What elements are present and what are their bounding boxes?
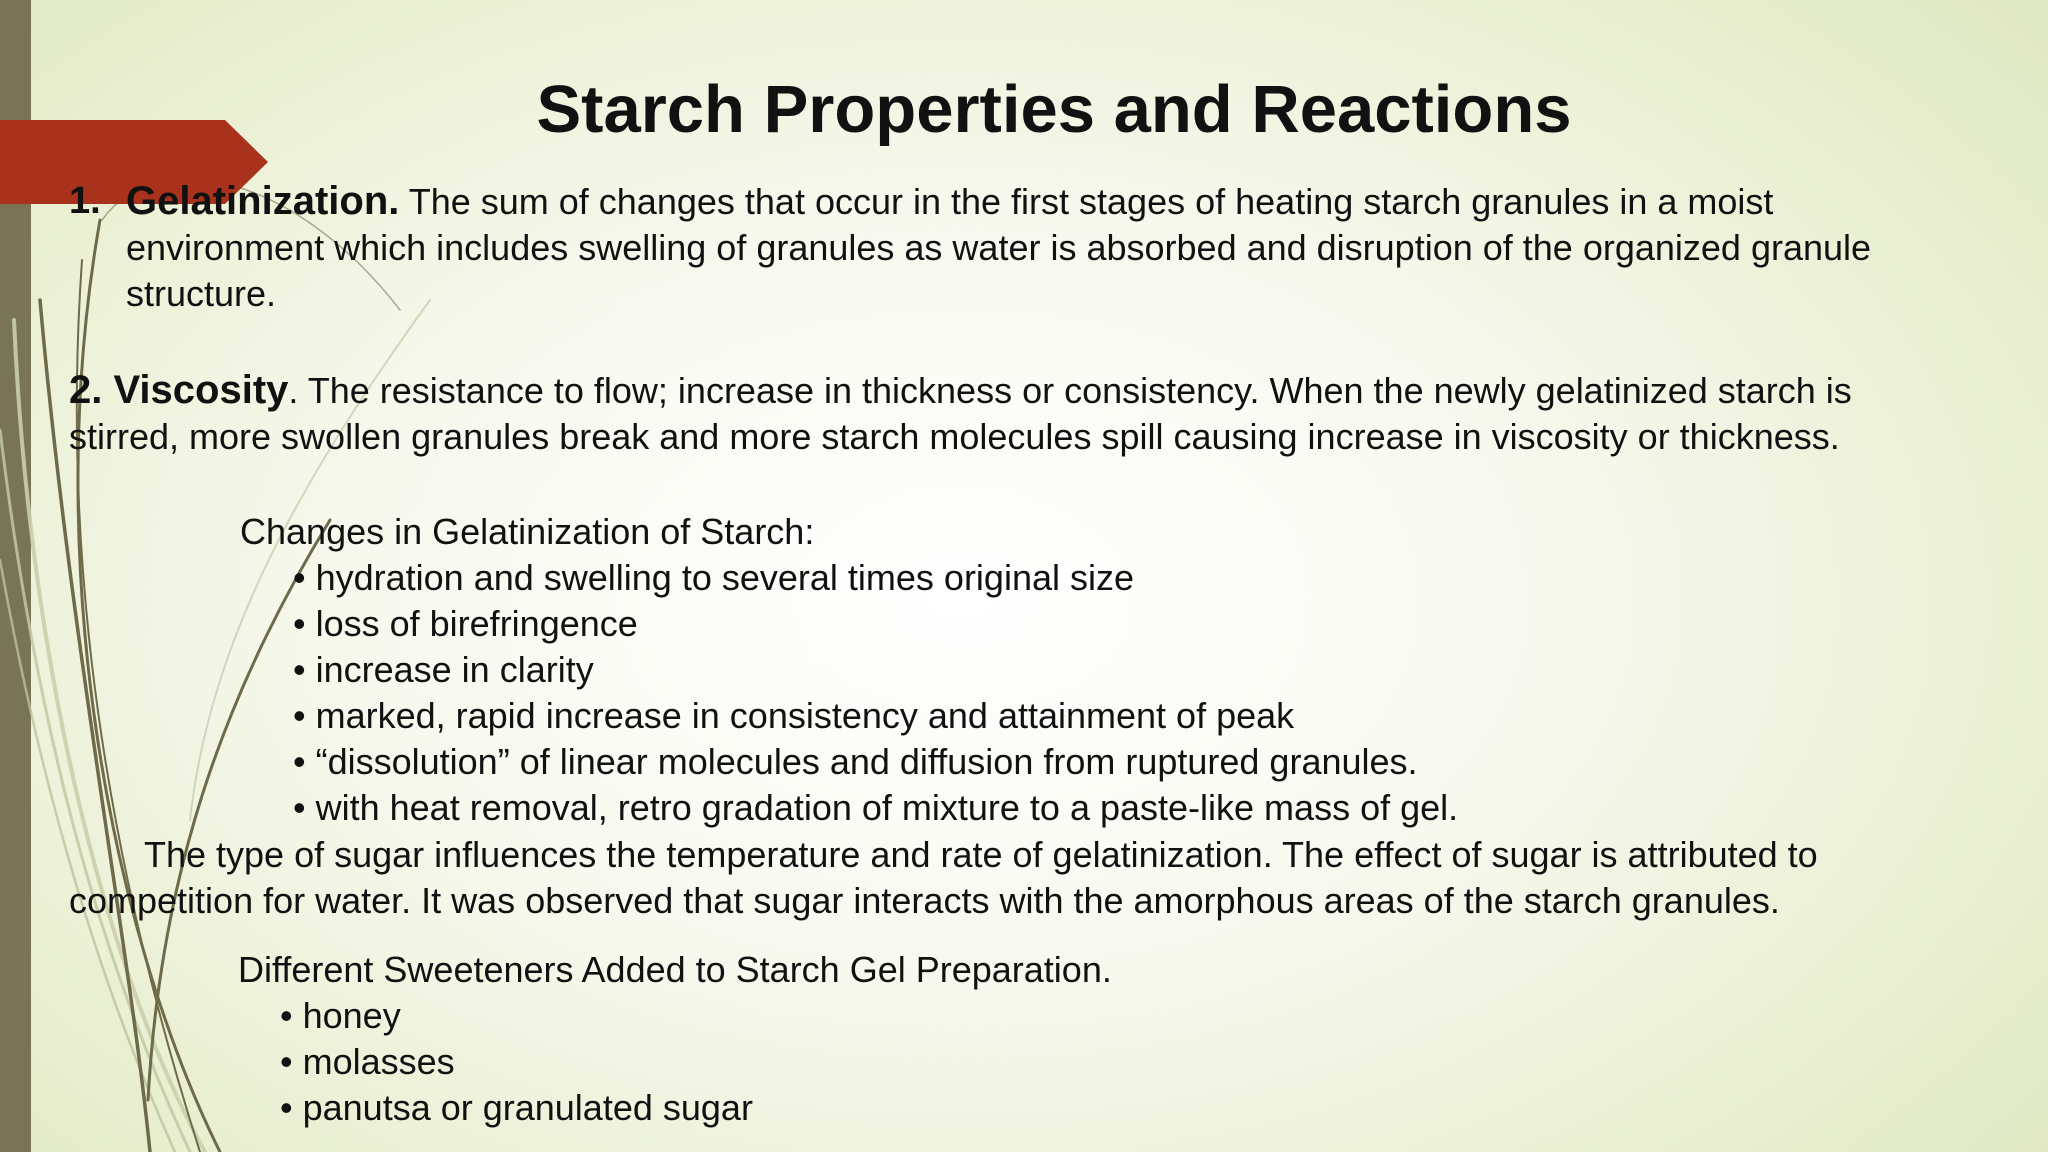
gelatinization-text — [126, 178, 1956, 317]
changes-list — [293, 555, 1458, 831]
list-item: • marked, rapid increase in consistency and attainment of peak — [293, 693, 1458, 739]
page-title: Starch Properties and Reactions — [536, 72, 1572, 147]
gelatinization-term: Gelatinization. — [126, 179, 400, 223]
viscosity-point — [69, 367, 1969, 460]
list-item: • with heat removal, retro gradation of mixture to a paste-like mass of gel. — [293, 785, 1458, 831]
list-item: • hydration and swelling to several times original size — [293, 555, 1458, 601]
point-number: 1. — [69, 180, 101, 222]
changes-heading: Changes in Gelatinization of Starch: — [240, 511, 815, 552]
viscosity-definition: . The resistance to flow; increase in thickness or consistency. When the newly gelatinized starch is stirred, more swollen granules break and more starch molecules spill causing increase in viscosity or thickness. — [69, 370, 1852, 457]
list-item: • increase in clarity — [293, 647, 1458, 693]
list-item: • panutsa or granulated sugar — [280, 1085, 753, 1131]
viscosity-term: 2. Viscosity — [69, 368, 289, 412]
sweeteners-list — [280, 993, 753, 1131]
list-item: • loss of birefringence — [293, 601, 1458, 647]
list-item: • molasses — [280, 1039, 753, 1085]
sweeteners-heading: Different Sweeteners Added to Starch Gel Preparation. — [238, 949, 1112, 990]
list-item: • “dissolution” of linear molecules and diffusion from ruptured granules. — [293, 739, 1458, 785]
gelatinization-definition: The sum of changes that occur in the first stages of heating starch granules in a moist environment which includes swelling of granules as water is absorbed and disruption of the organized granule structure. — [126, 181, 1872, 314]
sugar-paragraph: The type of sugar influences the temperature and rate of gelatinization. The effect of sugar is attributed to competition for water. It was observed that sugar interacts with the amorphous areas of the starch granules. — [69, 834, 1818, 921]
list-item: • honey — [280, 993, 753, 1039]
